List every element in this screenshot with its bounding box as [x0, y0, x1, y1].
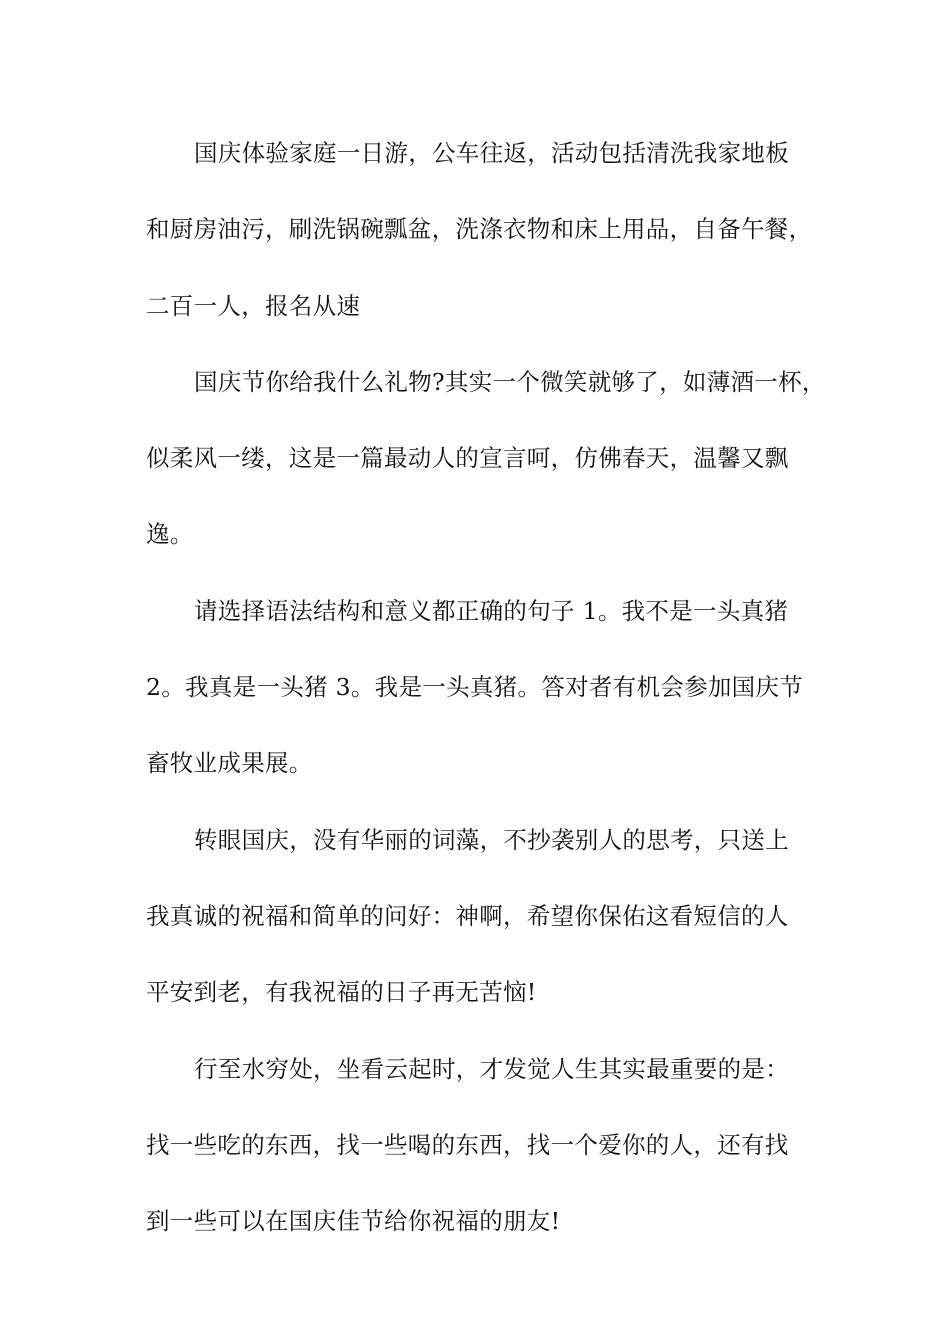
paragraph-line: 转眼国庆，没有华丽的词藻，不抄袭别人的思考，只送上: [194, 825, 789, 854]
paragraph-line: 国庆体验家庭一日游，公车往返，活动包括清洗我家地板: [194, 139, 789, 167]
paragraph-line: 二百一人，报名从速: [146, 291, 361, 320]
paragraph-line: 2。我真是一头猪 3。我是一头真猪。答对者有机会参加国庆节: [146, 673, 804, 702]
paragraph-family-day-tour: [146, 127, 813, 356]
paragraph-line: 行至水穷处，坐看云起时，才发觉人生其实最重要的是：: [194, 1054, 789, 1083]
paragraph-line: 畜牧业成果展。: [146, 749, 313, 778]
paragraph-life-reflection: [146, 1043, 810, 1272]
paragraph-national-day-gift: [146, 356, 826, 585]
paragraph-grammar-quiz: [146, 585, 810, 814]
paragraph-sincere-blessing: [146, 814, 810, 1043]
paragraph-line: 似柔风一缕，这是一篇最动人的宣言呵，仿佛春天，温馨又飘: [146, 444, 789, 473]
paragraph-line: 到一些可以在国庆佳节给你祝福的朋友!: [146, 1207, 561, 1236]
document-body: [146, 127, 826, 1271]
paragraph-line: 请选择语法结构和意义都正确的句子 1。我不是一头真猪: [194, 596, 789, 625]
paragraph-line: 逸。: [146, 520, 194, 549]
paragraph-line: 和厨房油污，刷洗锅碗瓢盆，洗涤衣物和床上用品，自备午餐，: [146, 215, 813, 244]
paragraph-line: 我真诚的祝福和简单的问好：神啊，希望你保佑这看短信的人: [146, 901, 789, 930]
paragraph-line: 平安到老，有我祝福的日子再无苦恼!: [146, 978, 537, 1007]
paragraph-line: 国庆节你给我什么礼物?其实一个微笑就够了，如薄酒一杯，: [194, 367, 826, 396]
paragraph-line: 找一些吃的东西，找一些喝的东西，找一个爱你的人，还有找: [146, 1130, 789, 1159]
